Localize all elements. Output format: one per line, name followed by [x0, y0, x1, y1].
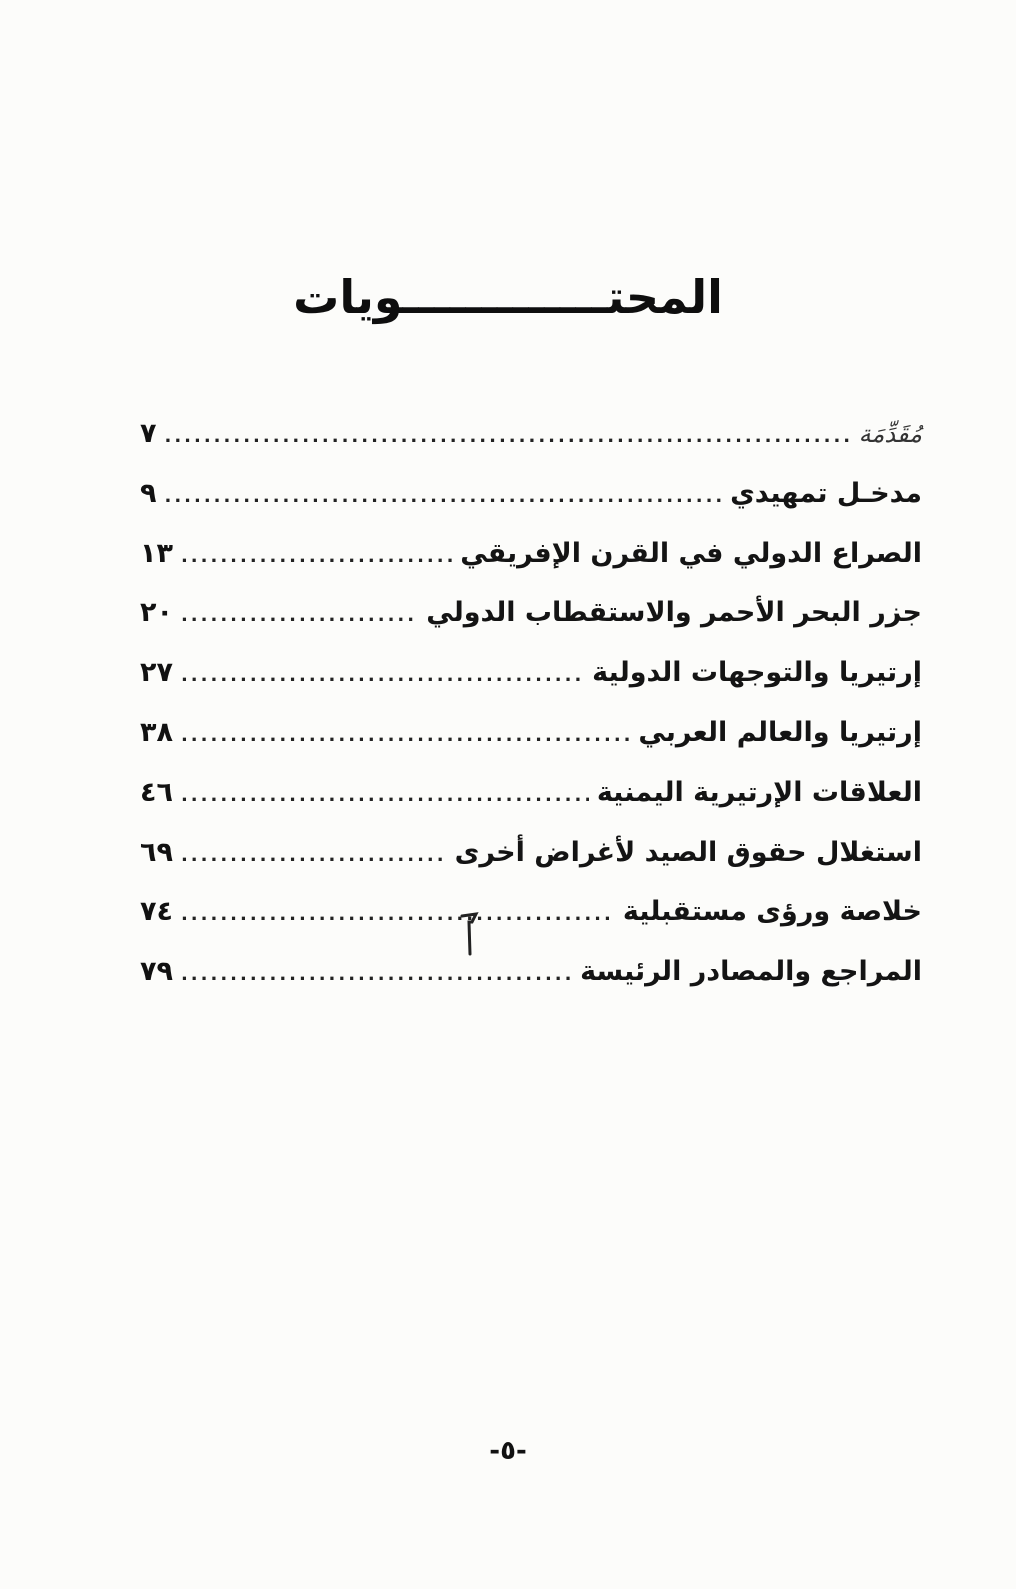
ink-mark [458, 910, 480, 960]
toc-entry-label: إرتيريا والعالم العربي [638, 716, 922, 748]
page-number: -٥- [489, 1436, 527, 1466]
toc-entry-page: ٢٠ [140, 597, 173, 629]
toc-entry [140, 651, 922, 711]
toc-entry-page: ٧ [140, 418, 157, 449]
toc-entry-page: ٤٦ [140, 776, 173, 808]
table-of-contents [140, 412, 922, 1010]
toc-entry-label: جزر البحر الأحمر والاستقطاب الدولي [426, 597, 922, 629]
toc-entry-label: مُقَدِّمَة [858, 420, 922, 448]
toc-entry [140, 890, 922, 950]
toc-leader-dots [181, 893, 615, 937]
toc-entry [140, 771, 922, 831]
toc-entry [140, 950, 922, 1010]
toc-leader-dots [181, 834, 447, 878]
toc-leader-dots [181, 714, 630, 758]
toc-entry-label: مدخـل تمهيدي [730, 477, 922, 509]
toc-entry-label: خلاصة ورؤى مستقبلية [622, 896, 922, 928]
toc-entry [140, 831, 922, 891]
toc-leader-dots [164, 475, 722, 519]
toc-entry [140, 711, 922, 771]
toc-entry-label: استغلال حقوق الصيد لأغراض أخرى [454, 836, 922, 868]
toc-entry-page: ٢٧ [140, 657, 173, 689]
toc-entry-page: ٩ [140, 477, 157, 509]
toc-entry [140, 412, 922, 472]
toc-entry-label: العلاقات الإرتيرية اليمنية [596, 776, 922, 808]
toc-entry [140, 472, 922, 532]
toc-entry-label: إرتيريا والتوجهات الدولية [592, 657, 922, 689]
toc-entry-label: المراجع والمصادر الرئيسة [580, 956, 922, 988]
toc-entry-page: ٧٩ [140, 956, 173, 988]
toc-entry-label: الصراع الدولي في القرن الإفريقي [460, 537, 922, 569]
toc-entry [140, 591, 922, 651]
toc-leader-dots [181, 953, 572, 997]
toc-entry-page: ١٣ [140, 537, 173, 569]
toc-entry-page: ٧٤ [140, 896, 173, 928]
toc-entry-page: ٣٨ [140, 716, 173, 748]
toc-entry [140, 532, 922, 592]
page-title: المحتـــــــــــــويات [293, 270, 723, 324]
toc-leader-dots [181, 654, 584, 698]
toc-leader-dots [181, 535, 452, 579]
toc-entry-page: ٦٩ [140, 836, 173, 868]
toc-leader-dots [181, 774, 589, 818]
toc-leader-dots [164, 415, 850, 459]
toc-leader-dots [181, 594, 418, 638]
